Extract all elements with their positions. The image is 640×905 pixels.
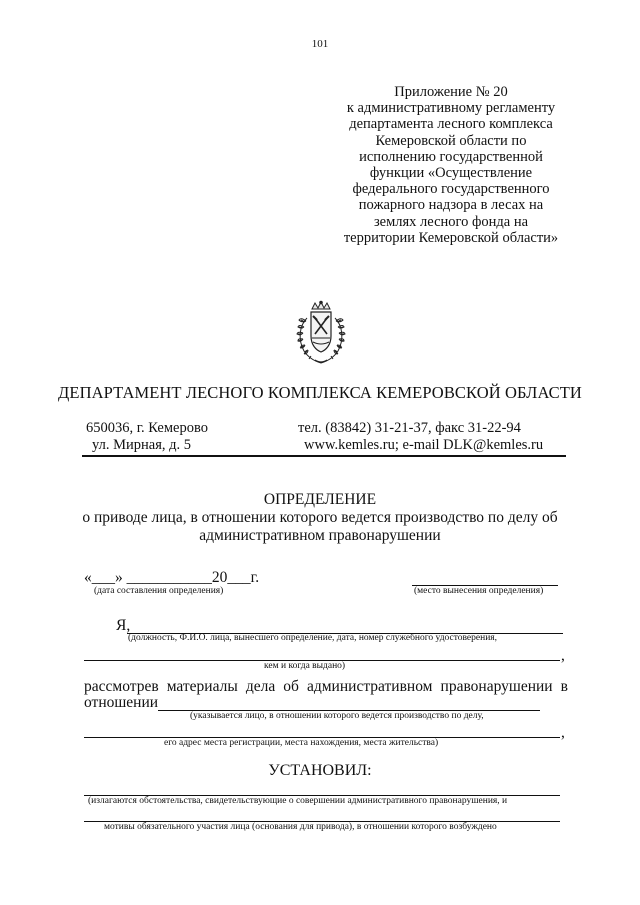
header-rule <box>82 455 566 457</box>
appendix-line: департамента лесного комплекса <box>349 116 553 133</box>
comma-2: , <box>561 724 565 741</box>
place-caption: (место вынесения определения) <box>414 586 544 596</box>
appendix-line: Приложение № 20 <box>394 84 508 100</box>
appendix-line: Кемеровской области по <box>375 132 527 149</box>
i-label: Я, <box>116 617 131 634</box>
considered-word: дела <box>245 678 276 695</box>
appendix-line: землях лесного фонда на <box>373 213 529 230</box>
document-title: ОПРЕДЕЛЕНИЕ <box>263 491 377 508</box>
appendix-block <box>320 84 582 246</box>
date-field: «___» ___________20___г. <box>84 569 260 586</box>
address-caption: его адрес места регистрации, места нахождения, места жительства) <box>164 738 439 748</box>
officer-caption: (должность, Ф.И.О. лица, вынесшего определение, дата, номер служебного удостоверения, <box>128 633 498 643</box>
appendix-line: функции «Осуществление <box>369 165 533 182</box>
considered-word: в <box>560 678 568 695</box>
kemerovo-coat-of-arms-icon <box>293 300 349 366</box>
person-caption: (указывается лицо, в отношении которого ведется производство по делу, <box>190 711 484 721</box>
page-number: 101 <box>311 38 329 50</box>
regarding-label: отношении <box>84 694 159 711</box>
considered-word: административном <box>306 678 433 695</box>
contacts-line-2: www.kemles.ru; e-mail DLK@kemles.ru <box>304 437 544 453</box>
document-subtitle-line-1: о приводе лица, в отношении которого ведется производство по делу об <box>82 509 558 526</box>
date-caption: (дата составления определения) <box>94 586 224 596</box>
appendix-line: территории Кемеровской области» <box>343 229 559 246</box>
issued-caption: кем и когда выдано) <box>264 661 346 671</box>
address-line-2: ул. Мирная, д. 5 <box>92 437 191 453</box>
established-heading: УСТАНОВИЛ: <box>268 762 372 779</box>
department-name: ДЕПАРТАМЕНТ ЛЕСНОГО КОМПЛЕКСА КЕМЕРОВСКОЙ ОБЛАСТИ <box>58 383 582 402</box>
appendix-line: федерального государственного <box>352 181 550 198</box>
address-line-1: 650036, г. Кемерово <box>86 420 208 436</box>
motives-caption: мотивы обязательного участия лица (основания для привода), в отношении которого возбуждено <box>104 822 497 832</box>
appendix-line: к административному регламенту <box>346 100 556 117</box>
circumstances-caption: (излагаются обстоятельства, свидетельствующие о совершении административного правонарушения, и <box>88 796 508 806</box>
considered-word: правонарушении <box>440 678 553 695</box>
comma-1: , <box>561 647 565 664</box>
appendix-line: исполнению государственной <box>359 148 543 165</box>
considered-word: материалы <box>166 678 238 695</box>
considered-word: об <box>283 678 299 695</box>
document-subtitle-line-2: административном правонарушении <box>199 527 441 544</box>
considered-word: рассмотрев <box>84 678 159 695</box>
appendix-line: пожарного надзора в лесах на <box>358 197 544 214</box>
contacts-line-1: тел. (83842) 31-21-37, факс 31-22-94 <box>298 420 521 436</box>
